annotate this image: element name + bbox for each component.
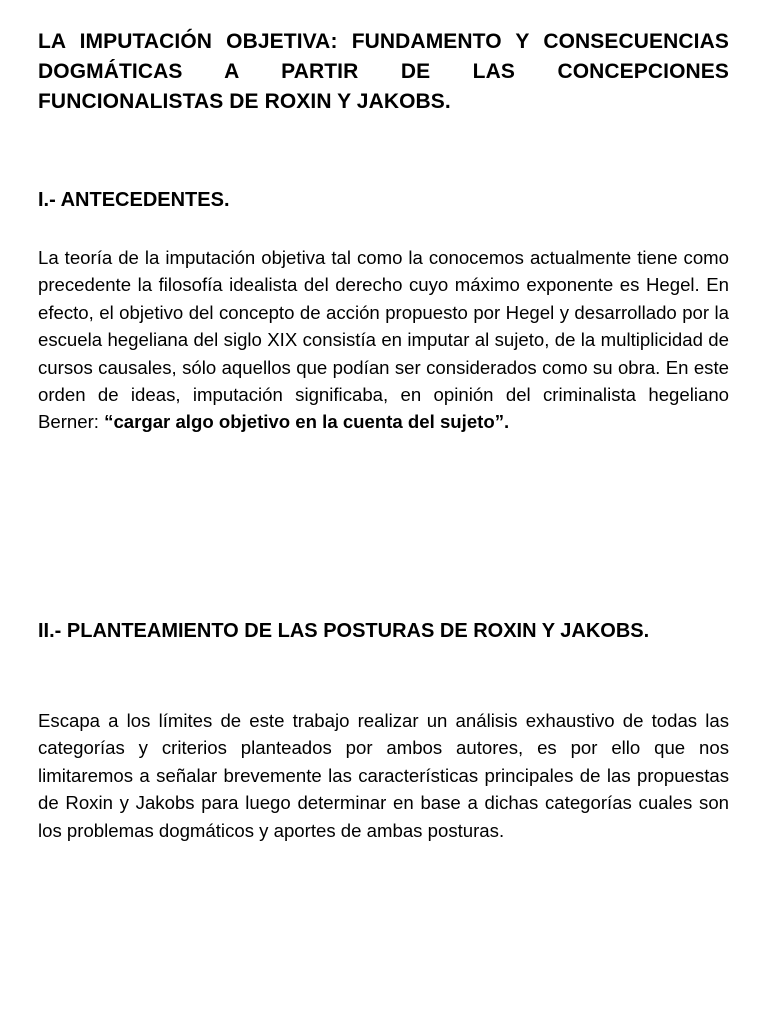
- paragraph-text: La teoría de la imputación objetiva tal como la conocemos actualmente tiene como precedente la filosofía idealista del derecho cuyo máximo exponente es Hegel. En efecto, el objetivo del concepto de acción propuesto por Hegel y desarrollado por la escuela hegeliana del siglo XIX consistía en imputar al sujeto, de la multiplicidad de cursos causales, sólo aquellos que podían ser considerados como su obra. En este orden de ideas, imputación significaba, en opinión del criminalista hegeliano Berner:: [38, 247, 729, 433]
- section-paragraph-planteamiento: Escapa a los límites de este trabajo realizar un análisis exhaustivo de todas las categorías y criterios planteados por ambos autores, es por ello que nos limitaremos a señalar brevemente las características principales de las propuestas de Roxin y Jakobs para luego determinar en base a dichas categorías cuales son los problemas dogmáticos y aportes de ambas posturas.: [38, 710, 729, 841]
- section-heading-planteamiento: II.- PLANTEAMIENTO DE LAS POSTURAS DE ROXIN Y JAKOBS.: [38, 620, 650, 642]
- berner-quote: “cargar algo objetivo en la cuenta del sujeto”.: [104, 411, 510, 433]
- section-heading-antecedentes: I.- ANTECEDENTES.: [38, 189, 230, 211]
- document-title: LA IMPUTACIÓN OBJETIVA: FUNDAMENTO Y CONSECUENCIAS DOGMÁTICAS A PARTIR DE LAS CONCEPCIONES FUNCIONALISTAS DE ROXIN Y JAKOBS.: [38, 30, 729, 113]
- section-paragraph-antecedentes: [38, 244, 729, 436]
